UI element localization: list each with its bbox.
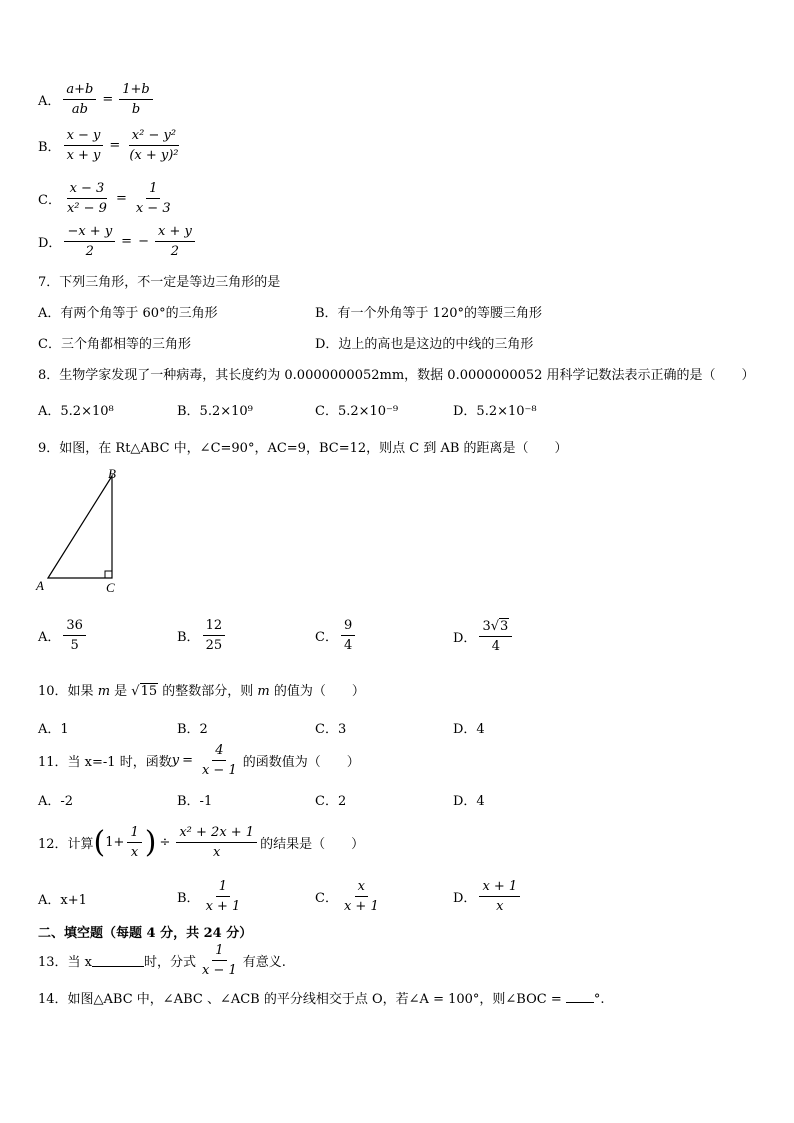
q9-option-a: A． $\frac{36}{5}$ [38,618,89,653]
option-label: C． [38,193,61,208]
answer-blank[interactable] [566,990,594,1003]
fraction: $\frac{\text{x² + 2x + 1}}{x}$ [176,825,257,860]
fraction: $\frac{36}{5}$ [63,618,86,653]
q10-option-b: B．2 [177,722,208,737]
q13-stem: 13．当 x 时，分式 $\frac{1}{x - 1}$ 有意义. [38,943,286,978]
fraction: $\frac{a+b}{ab}$ [63,82,96,117]
q7-option-b: B．有一个外角等于 120°的等腰三角形 [315,306,542,321]
q9-option-b: B． $\frac{12}{25}$ [177,618,228,653]
q11-stem: 11．当 x=-1 时，函数 y = $\frac{4}{x - 1}$ 的函数值为（ ） [38,743,360,778]
fraction: $\frac{1}{x}$ [127,825,141,860]
fraction: $\frac{1}{x - 3}$ [135,181,171,216]
q7-option-a: A．有两个角等于 60°的三角形 [38,306,218,321]
q10-option-a: A．1 [38,722,69,737]
q9-option-c: C． $\frac{9}{4}$ [315,618,358,653]
q9-stem: 9．如图，在 Rt△ABC 中，∠C=90°，AC=9，BC=12，则点 C 到 AB 的距离是（ ） [38,441,568,456]
right-triangle-figure [34,466,129,596]
q7-stem: 7．下列三角形，不一定是等边三角形的是 [38,275,281,290]
section-title: 二、填空题（每题 4 分，共 24 分） [38,926,253,941]
vertex-c-label: C [106,580,115,595]
triangle-abc [48,476,112,578]
right-angle-marker [105,571,112,578]
fraction: $\frac{1+b}{b}$ [119,82,153,117]
q12-option-d: D． $\frac{x + 1}{x}$ [453,879,523,914]
q12-option-a: A．x+1 [38,893,87,908]
q6-option-c: C． $\frac{x - 3}{\text{x² − 9}}$ = $\frac{1}{x - 3}$ [38,181,177,216]
fraction: $\frac{x + 1}{x}$ [479,879,520,914]
fraction: $\frac{\text{x² − y²}}{\text{(x + y)²}}$ [129,128,179,163]
q11-option-d: D．4 [453,794,485,809]
fraction: 3 √ 3 4 [479,618,512,654]
q7-option-c: C．三个角都相等的三角形 [38,337,191,352]
vertex-a-label: A [36,578,44,593]
fraction: $\frac{-x + y}{2}$ [64,224,115,259]
q12-stem: 12．计算 ( 1+ $\frac{1}{x}$ ) ÷ $\frac{\text{x² + 2x + 1}}{x}$ 的结果是（ ） [38,824,365,860]
option-label: D． [38,236,62,251]
q8-stem: 8．生物学家发现了一种病毒，其长度约为 0.0000000052mm，数据 0.0000000052 用科学记数法表示正确的是（ ） [38,368,755,383]
q11-option-a: A．-2 [38,794,74,809]
vertex-b-label: B [108,466,116,481]
q12-option-b: B． $\frac{1}{x + 1}$ [177,879,246,914]
q6-option-a: A． $\frac{a+b}{ab}$ = $\frac{1+b}{b}$ [38,82,156,117]
q10-option-c: C．3 [315,722,347,737]
q10-option-d: D．4 [453,722,485,737]
q8-option-d: D．5.2×10⁻⁸ [453,404,537,419]
q8-option-c: C．5.2×10⁻⁹ [315,404,399,419]
option-label: B． [38,140,61,155]
fraction: $\frac{1}{x - 1}$ [202,943,237,978]
q6-option-b: B． $\frac{x - y}{x + y}$ = $\frac{\text{x² − y²}}{\text{(x + y)²}}$ [38,128,185,163]
fraction: $\frac{1}{x + 1}$ [205,879,241,914]
q6-option-d: D． $\frac{-x + y}{2}$ = − $\frac{x + y}{2}$ [38,224,198,259]
sqrt: √ 3 [490,619,509,634]
fraction: $\frac{12}{25}$ [203,618,226,653]
q9-option-d: D． 3 √ 3 4 [453,618,515,654]
q11-option-b: B．-1 [177,794,213,809]
option-label: A． [38,94,61,109]
q8-option-a: A．5.2×10⁸ [38,404,114,419]
fraction: $\frac{x + y}{2}$ [155,224,195,259]
sqrt: √ 15 [131,684,158,699]
q12-option-c: C． $\frac{x}{x + 1}$ [315,879,385,914]
fraction: $\frac{x}{x + 1}$ [343,879,379,914]
answer-blank[interactable] [92,954,144,967]
fraction: $\frac{9}{4}$ [341,618,355,653]
fraction: $\frac{x - 3}{\text{x² − 9}}$ [66,181,107,216]
fraction: $\frac{x - y}{x + y}$ [64,128,104,163]
fraction: $\frac{4}{x - 1}$ [201,743,237,778]
q10-stem: 10．如果 m 是 √ 15 的整数部分，则 m 的值为（ ） [38,684,365,699]
q8-option-b: B．5.2×10⁹ [177,404,253,419]
q11-option-c: C．2 [315,794,347,809]
q7-option-d: D．边上的高也是这边的中线的三角形 [315,337,534,352]
q14-stem: 14．如图△ABC 中，∠ABC 、∠ACB 的平分线相交于点 O，若∠A = 100°，则∠BOC = °. [38,992,605,1007]
